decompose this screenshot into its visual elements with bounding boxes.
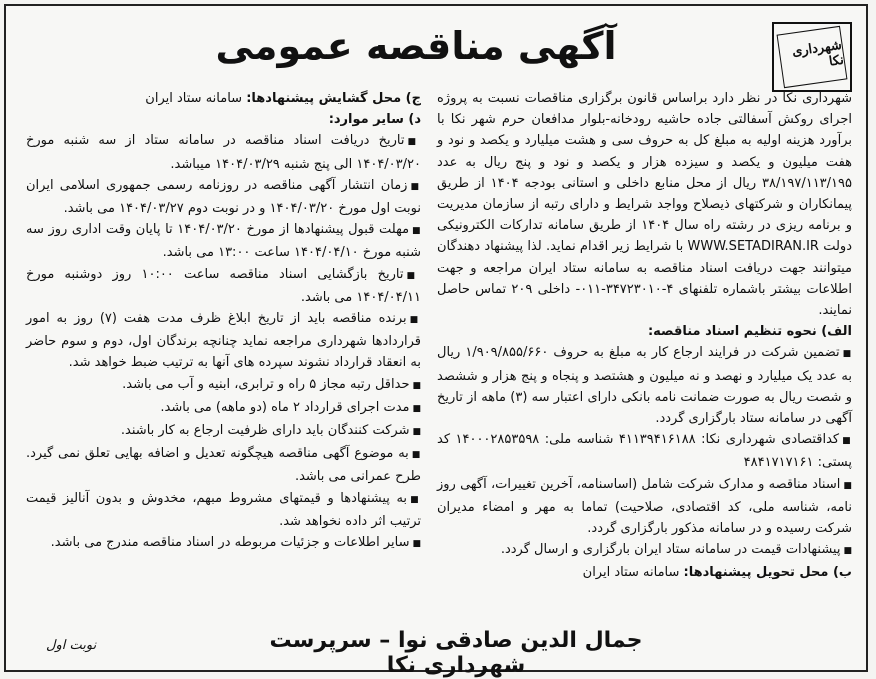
section-d-item: ■ مدت اجرای قرارداد ۲ ماه (دو ماهه) می باشد. (26, 397, 421, 420)
signature-line: جمال الدین صادقی نوا – سرپرست شهرداری نکا (269, 628, 643, 678)
section-d-item: ■ سایر اطلاعات و جزئیات مربوطه در اسناد مناقصه مندرج می باشد. (26, 532, 421, 555)
publication-turn: نوبت اول (46, 638, 97, 653)
section-b-value: سامانه ستاد ایران (582, 565, 680, 581)
section-b-title: ب) محل تحویل پیشنهادها: (683, 565, 852, 581)
logo-text: شهرداری نکا (777, 26, 848, 88)
municipality-logo (772, 22, 852, 92)
section-c (26, 88, 421, 109)
intro-paragraph: شهرداری نکا در نظر دارد براساس قانون برگزاری مناقصات نسبت به پروژه اجرای روکش آسفالتی جاده حاشیه رودخانه-بلوار مدافعان حرم شهر نکا با برآورد هزینه اولیه به مبلغ کل به حروف سی و هشت میلیارد و یکصد و نود و هفت میلیون و یکصد و سیزده هزار و یکصد و نود و پنج ریال به عدد ۳۸/۱۹۷/۱۱۳/۱۹۵ ریال از محل منابع داخلی و استانی بودجه ۱۴۰۴ از طریق پیمانکاران و شرکتهای ذیصلاح وواجد شرایط و دارای رتبه از سازمان مدیریت و برنامه ریزی در رشته راه سال ۱۴۰۴ از طریق سامانه تدارکات الکترونیکی دولت WWW.SETADIRAN.IR با شرایط زیر اقدام نماید. لذا پیشنهاد دهندگان میتوانند جهت دریافت اسناد مناقصه به سامانه ستاد ایران مراجعه و جهت اطلاعات بیشتر باشماره تلفنهای ۴-۳۴۷۲۳۰۱۰-۰۱۱- داخلی ۲۰۹ تماس حاصل نمایند. (437, 91, 852, 319)
section-d-item: ■ به موضوع آگهی مناقصه هیچگونه تعدیل و اضافه بهایی تعلق نمی گیرد. طرح عمرانی می باشد. (26, 443, 421, 487)
section-a-item: ■ اسناد مناقصه و مدارک شرکت شامل (اساسنامه، آخرین تغییرات، آگهی روز نامه، شناسه ملی، کد اقتصادی، صلاحیت) تماما به مهر و امضاء مدیران شرکت رسیده و در سامانه مذکور بارگزاری گردد. (437, 474, 852, 540)
notice-title: آگهی مناقصه عمومی (215, 24, 617, 68)
section-c-title: ج) محل گشایش پیشنهادها: (246, 91, 421, 106)
section-d-item: ■ تاریخ بازگشایی اسناد مناقصه ساعت ۱۰:۰۰ روز دوشنبه مورخ ۱۴۰۴/۰۴/۱۱ می باشد. (26, 264, 421, 308)
section-d-item: ■ برنده مناقصه باید از تاریخ ابلاغ ظرف مدت هفت (۷) روز به امور قراردادها شهرداری مراجعه نماید چنانچه برندگان اول، دوم و سوم حاضر به انعقاد قرارداد نشوند سپرده های آنها به ترتیب ضبط خواهد شد. (26, 308, 421, 374)
section-a-item: ■ پیشنهادات قیمت در سامانه ستاد ایران بارگزاری و ارسال گردد. (437, 539, 852, 562)
left-column (26, 88, 421, 555)
section-d-item: ■ حداقل رتبه مجاز ۵ راه و ترابری، ابنیه و آب می باشد. (26, 374, 421, 397)
tender-notice (4, 4, 868, 678)
section-d-item: ■ زمان انتشار آگهی مناقصه در روزنامه رسمی جمهوری اسلامی ایران نوبت اول مورخ ۱۴۰۴/۰۳/۲۰ و در نوبت دوم ۱۴۰۴/۰۳/۲۷ می باشد. (26, 175, 421, 219)
section-c-value: سامانه ستاد ایران (145, 91, 243, 106)
section-d-item: ■ به پیشنهادها و قیمتهای مشروط مبهم، مخدوش و بدون آنالیز قیمت ترتیب اثر داده نخواهد شد. (26, 488, 421, 532)
section-d-item: ■ تاریخ دریافت اسناد مناقصه در سامانه ستاد از سه شنبه مورخ ۱۴۰۴/۰۳/۲۰ الی پنج شنبه ۱۴۰۴/۰۳/۲۹ میباشد. (26, 130, 421, 174)
section-a-title: الف) نحوه تنظیم اسناد مناقصه: (647, 324, 852, 340)
section-b (437, 562, 852, 583)
section-d-title: د) سایر موارد: (328, 112, 421, 128)
right-column (437, 88, 852, 584)
section-d-item: ■ شرکت کنندگان باید دارای ظرفیت ارجاع به کار باشند. (26, 420, 421, 443)
section-a-item: ■ کداقتصادی شهرداری نکا: ۴۱۱۳۹۴۱۶۱۸۸ شناسه ملی: ۱۴۰۰۰۲۸۵۳۵۹۸ کد پستی: ۴۸۴۱۷۱۷۱۶۱ (437, 429, 852, 473)
section-d-item: ■ مهلت قبول پیشنهادها از مورخ ۱۴۰۴/۰۳/۲۰ تا پایان وقت اداری روز سه شنبه مورخ ۱۴۰۴/۰۴/۱۰ ساعت ۱۳:۰۰ می باشد. (26, 219, 421, 263)
section-a-item: ■ تضمین شرکت در فرایند ارجاع کار به مبلغ به حروف ۱/۹۰۹/۸۵۵/۶۶۰ ریال به عدد یک میلیارد و نهصد و نه میلیون و هشتصد و پنجاه و پنج هزار و ششصد و شصت ریال به صورت ضمانت نامه بانکی دارای اعتبار سه (۳) ماهه از تاریخ آگهی در سامانه ستاد بارگزاری گردد. (437, 342, 852, 429)
